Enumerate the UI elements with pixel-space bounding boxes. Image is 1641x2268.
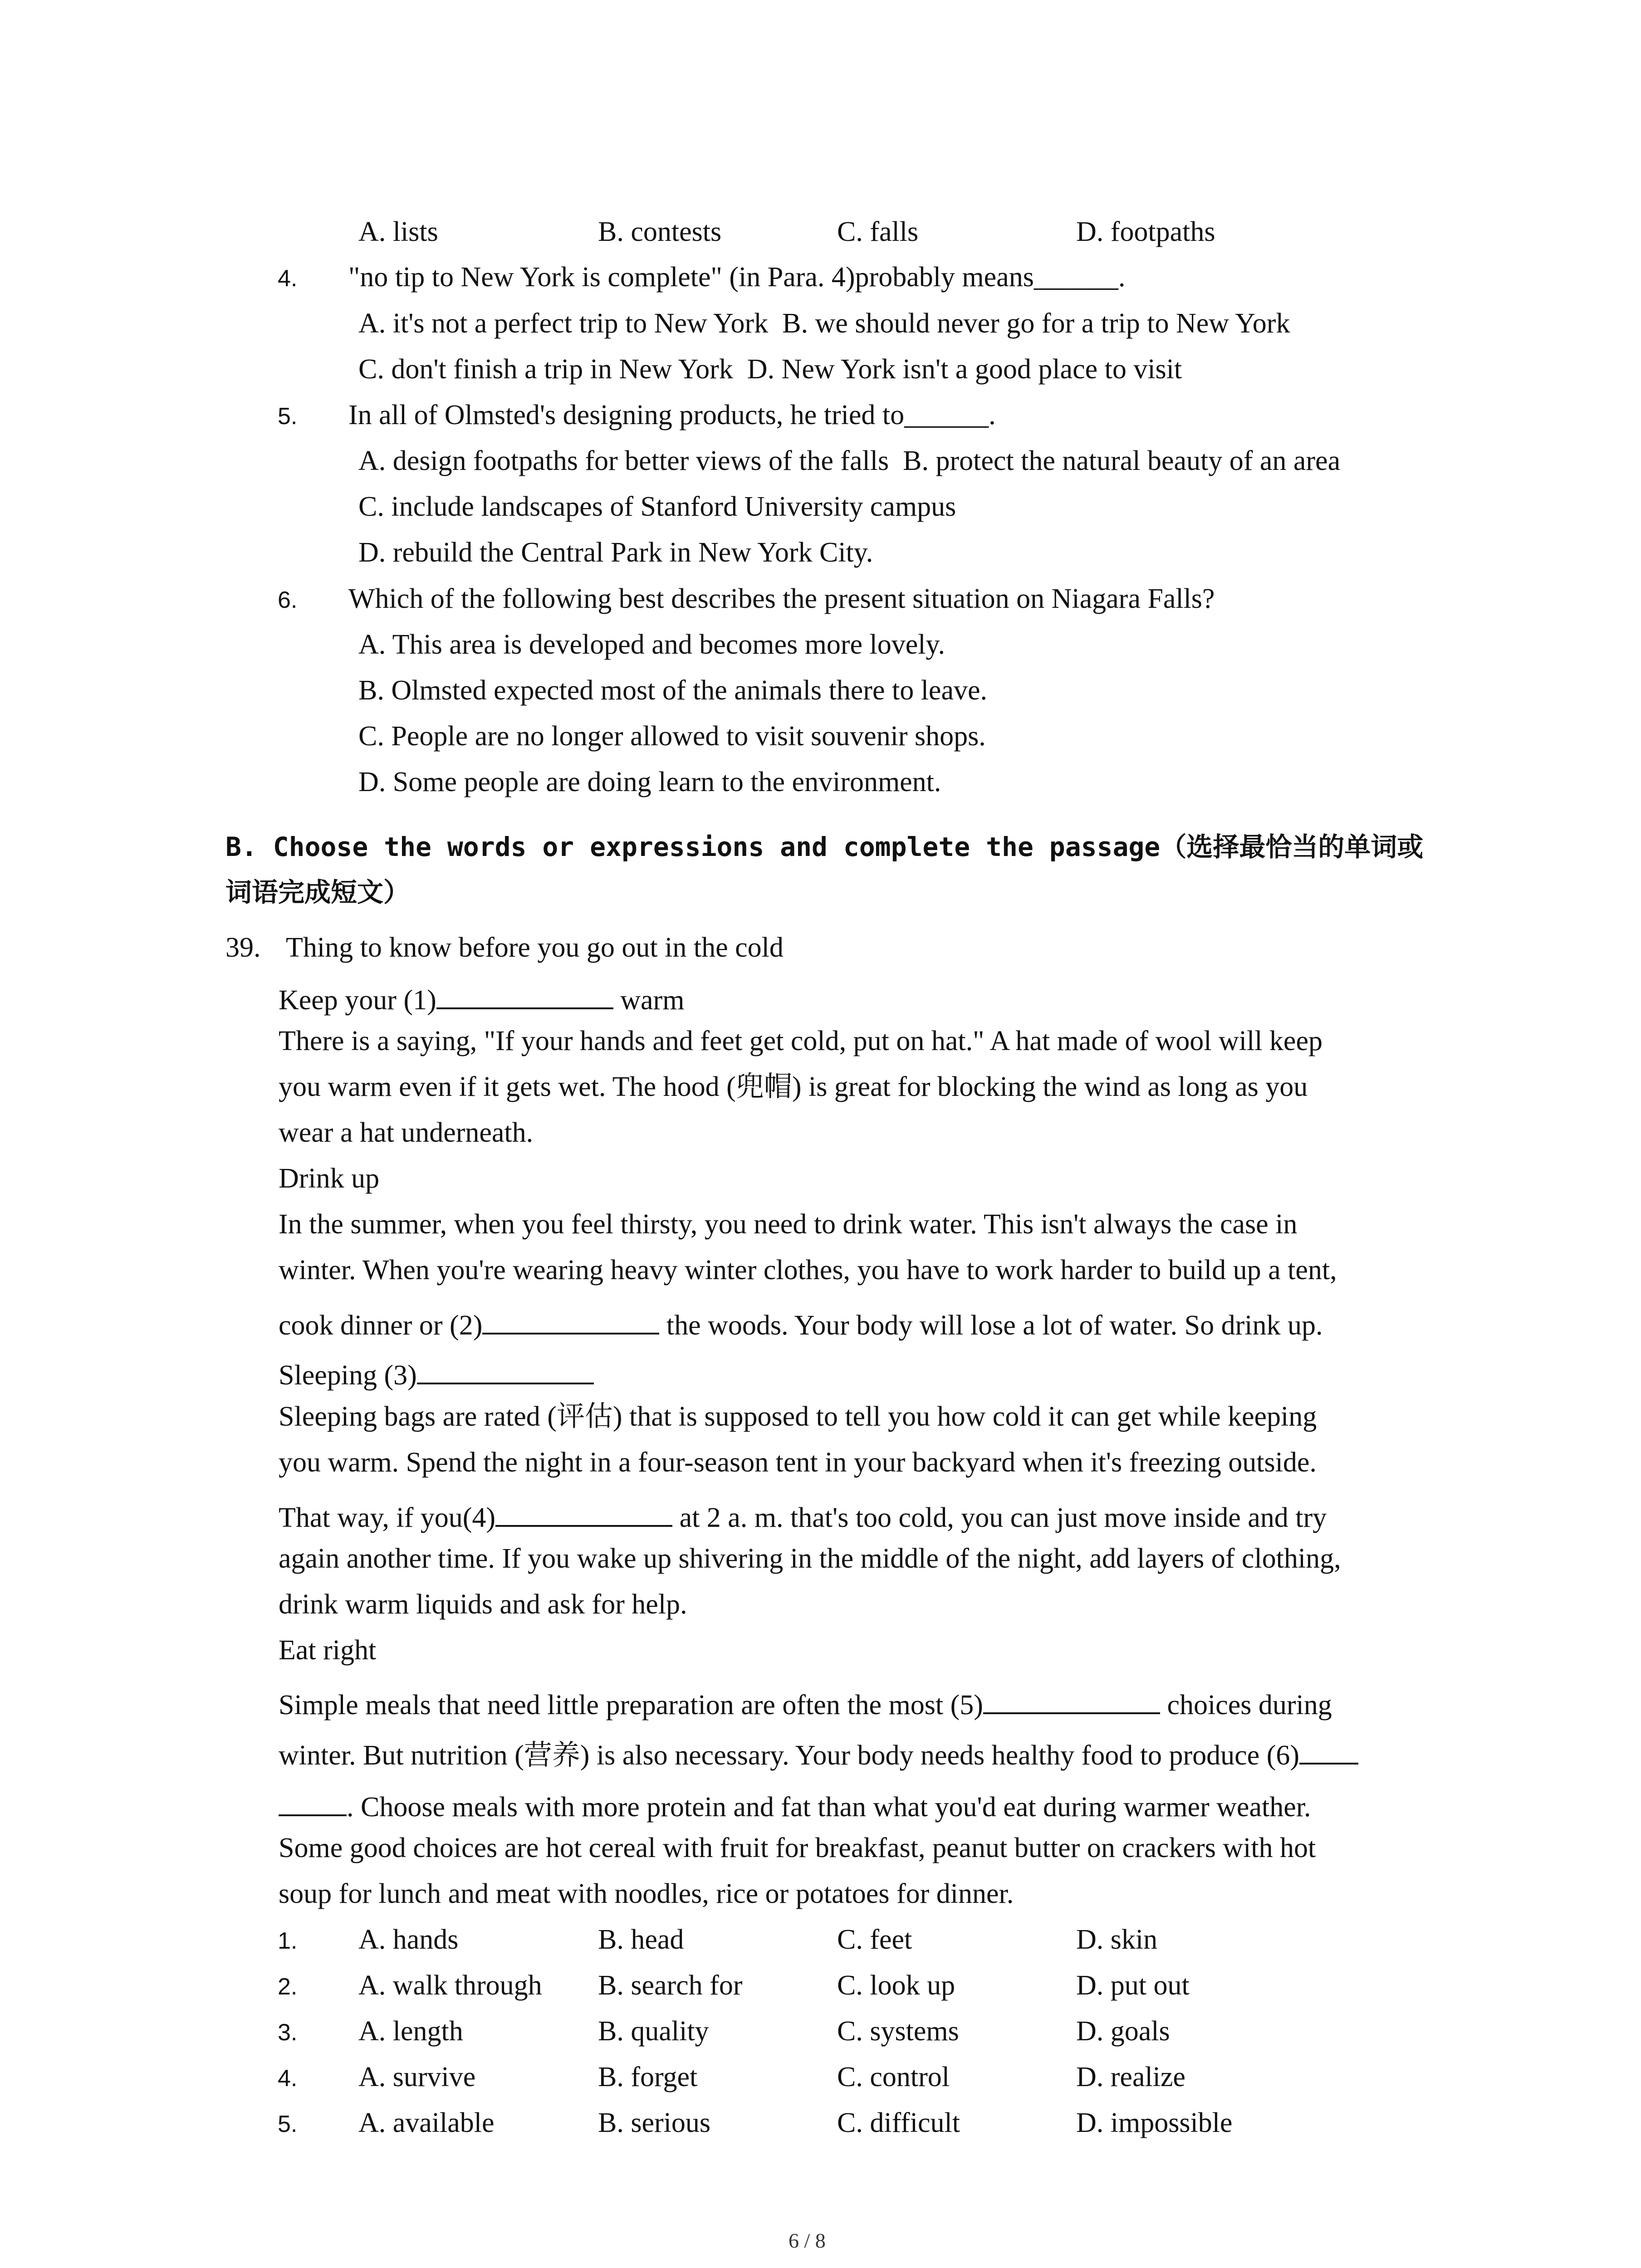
passage-title: Thing to know before you go out in the cold <box>286 932 784 963</box>
blank-3[interactable] <box>417 1356 594 1384</box>
q4-options-line2: C. don't finish a trip in New York D. New York isn't a good place to visit <box>358 354 1182 385</box>
paragraph-2-line2: winter. When you're wearing heavy winter clothes, you have to work harder to build up a tent, <box>279 1255 1337 1286</box>
q5-options-line3: D. rebuild the Central Park in New York City. <box>358 537 873 568</box>
blank-1[interactable] <box>436 981 613 1009</box>
choice-row-4-number: 4. <box>278 2065 298 2092</box>
choice-row-4-d: D. realize <box>1076 2062 1185 2092</box>
section-b-heading-line1: B. Choose the words or expressions and complete the passage（选择最恰当的单词或 <box>225 831 1424 862</box>
choice-row-1-a: A. hands <box>358 1924 459 1955</box>
subheading-eat-right: Eat right <box>279 1635 377 1666</box>
choice-row-4-c: C. control <box>837 2062 950 2092</box>
q3-option-b: B. contests <box>598 216 722 247</box>
blank-6-part2[interactable] <box>279 1788 347 1816</box>
paragraph-4-line1: Simple meals that need little preparation are often the most (5) choices during <box>279 1686 1332 1719</box>
choice-row-3-a: A. length <box>358 2016 463 2047</box>
q5-stem: In all of Olmsted's designing products, he tried to______. <box>348 400 996 430</box>
q39-number: 39. <box>225 932 261 963</box>
choice-row-3-b: B. quality <box>598 2016 709 2047</box>
paragraph-1-line2: you warm even if it gets wet. The hood (兜帽) is great for blocking the wind as long as you <box>279 1071 1308 1102</box>
choice-row-2-a: A. walk through <box>358 1970 542 2001</box>
q3-option-d: D. footpaths <box>1076 216 1215 247</box>
subheading-drink-up: Drink up <box>279 1163 380 1194</box>
blank-4[interactable] <box>495 1499 672 1527</box>
paragraph-4-line5: soup for lunch and meat with noodles, rice or potatoes for dinner. <box>279 1878 1014 1909</box>
paragraph-2-line3: cook dinner or (2) the woods. Your body will lose a lot of water. So drink up. <box>279 1306 1323 1339</box>
q3-option-a: A. lists <box>358 216 438 247</box>
q5-number: 5. <box>278 403 298 430</box>
choice-row-3-number: 3. <box>278 2019 298 2046</box>
q5-options-line1: A. design footpaths for better views of the falls B. protect the natural beauty of an area <box>358 445 1341 476</box>
choice-row-3-d: D. goals <box>1076 2016 1170 2047</box>
paragraph-2-line1: In the summer, when you feel thirsty, you need to drink water. This isn't always the case in <box>279 1209 1298 1240</box>
paragraph-4-line4: Some good choices are hot cereal with fruit for breakfast, peanut butter on crackers with hot <box>279 1833 1316 1863</box>
paragraph-3-line5: drink warm liquids and ask for help. <box>279 1589 687 1620</box>
page-number: 6 / 8 <box>789 2229 826 2252</box>
subheading-keep-warm: Keep your (1) warm <box>279 981 684 1014</box>
paragraph-1-line3: wear a hat underneath. <box>279 1117 534 1148</box>
section-b-heading-line2: 词语完成短文） <box>225 877 410 908</box>
paragraph-1-line1: There is a saying, "If your hands and feet get cold, put on hat." A hat made of wool will keep <box>279 1026 1323 1056</box>
blank-6-part1[interactable] <box>1299 1736 1358 1765</box>
blank-2[interactable] <box>482 1306 659 1334</box>
paragraph-3-line3: That way, if you(4) at 2 a. m. that's too cold, you can just move inside and try <box>279 1499 1327 1532</box>
q6-number: 6. <box>278 587 298 613</box>
choice-row-3-c: C. systems <box>837 2016 959 2047</box>
q6-option-c: C. People are no longer allowed to visit souvenir shops. <box>358 721 986 752</box>
paragraph-4-line2: winter. But nutrition (营养) is also necessary. Your body needs healthy food to produce (6) <box>279 1736 1358 1769</box>
choice-row-2-d: D. put out <box>1076 1970 1190 2001</box>
paragraph-3-line4: again another time. If you wake up shivering in the middle of the night, add layers of clothing, <box>279 1543 1341 1574</box>
q4-options-line1: A. it's not a perfect trip to New York B. we should never go for a trip to New York <box>358 308 1290 339</box>
choice-row-5-a: A. available <box>358 2107 495 2138</box>
choice-row-5-d: D. impossible <box>1076 2107 1233 2138</box>
choice-row-5-number: 5. <box>278 2111 298 2137</box>
q6-option-a: A. This area is developed and becomes more lovely. <box>358 629 945 660</box>
choice-row-4-b: B. forget <box>598 2062 698 2092</box>
choice-row-1-c: C. feet <box>837 1924 912 1955</box>
choice-row-1-b: B. head <box>598 1924 684 1955</box>
paragraph-3-line2: you warm. Spend the night in a four-season tent in your backyard when it's freezing outside. <box>279 1447 1317 1478</box>
choice-row-4-a: A. survive <box>358 2062 476 2092</box>
blank-5[interactable] <box>983 1686 1160 1714</box>
choice-row-2-number: 2. <box>278 1974 298 2000</box>
choice-row-2-b: B. search for <box>598 1970 743 2001</box>
q4-stem: "no tip to New York is complete" (in Para. 4)probably means______. <box>348 262 1126 293</box>
q5-options-line2: C. include landscapes of Stanford University campus <box>358 491 956 522</box>
q6-option-b: B. Olmsted expected most of the animals there to leave. <box>358 675 987 706</box>
q3-option-c: C. falls <box>837 216 919 247</box>
choice-row-1-d: D. skin <box>1076 1924 1158 1955</box>
q6-option-d: D. Some people are doing learn to the environment. <box>358 767 941 797</box>
paragraph-3-line1: Sleeping bags are rated (评估) that is supposed to tell you how cold it can get while keeping <box>279 1401 1317 1432</box>
q6-stem: Which of the following best describes the present situation on Niagara Falls? <box>348 583 1215 614</box>
choice-row-2-c: C. look up <box>837 1970 955 2001</box>
choice-row-5-b: B. serious <box>598 2107 710 2138</box>
q4-number: 4. <box>278 265 298 292</box>
choice-row-5-c: C. difficult <box>837 2107 960 2138</box>
paragraph-4-line3: . Choose meals with more protein and fat than what you'd eat during warmer weather. <box>279 1788 1311 1821</box>
subheading-sleeping: Sleeping (3) <box>279 1356 594 1389</box>
choice-row-1-number: 1. <box>278 1928 298 1954</box>
